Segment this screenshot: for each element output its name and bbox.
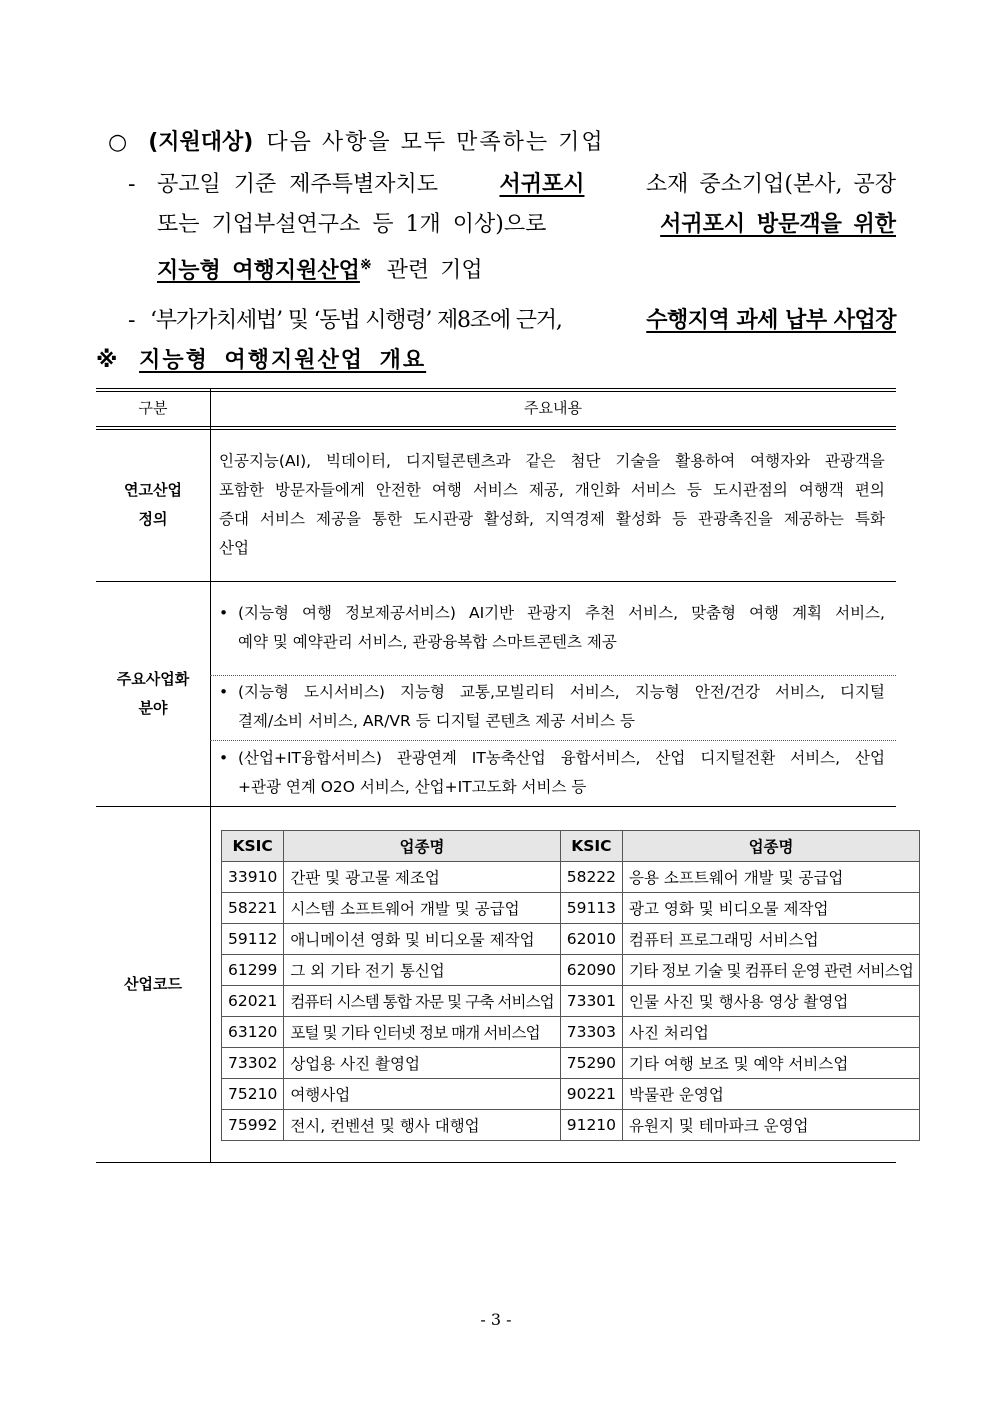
header-content: 주요내용 [524, 399, 582, 417]
ksic-code-cell: 63120 [222, 1017, 284, 1048]
ksic-code-cell: 61299 [222, 955, 284, 986]
word: 등 [671, 510, 687, 528]
word: 제공하는 [783, 510, 844, 528]
circle-bullet: ○ [108, 130, 128, 155]
word: (산업+IT융합서비스) [238, 749, 382, 767]
industry-name-cell: 컴퓨터 프로그래밍 서비스업 [623, 924, 920, 955]
item1-highlight-industry: 지능형 여행지원산업 [157, 258, 360, 284]
industry-name-cell: 애니메이션 영화 및 비디오물 제작업 [284, 924, 560, 955]
word: 빅데이터, [326, 452, 391, 470]
industry-name-header: 업종명 [284, 831, 560, 862]
word: 활성화, [484, 510, 534, 528]
word: 방문자들에게 [275, 481, 365, 499]
ksic-header: KSIC [560, 831, 622, 862]
industry-name-cell: 기타 여행 보조 및 예약 서비스업 [623, 1048, 920, 1079]
code-table-row [222, 1079, 920, 1110]
word: 인공지능(AI), [219, 452, 312, 470]
eligibility-heading [108, 128, 605, 158]
ksic-code-cell: 59113 [560, 893, 622, 924]
word: 관광연계 [396, 749, 457, 767]
table-bottom-rule [96, 1162, 896, 1163]
industry-name-cell: 상업용 사진 촬영업 [284, 1048, 560, 1079]
definition-line [219, 476, 885, 505]
table-column-divider [210, 388, 211, 1163]
word: 서비스 [472, 481, 518, 499]
definition-label-line2: 정의 [138, 510, 168, 528]
bullet-icon: • [219, 749, 229, 767]
word: 특화 [854, 510, 885, 528]
code-table-row [222, 1110, 920, 1141]
word: 등 [686, 481, 702, 499]
bullet-icon: • [219, 683, 229, 701]
word: 지능형 [400, 683, 445, 701]
eligibility-item1-line1 [157, 170, 896, 200]
word: 여행 [302, 604, 332, 622]
ksic-header: KSIC [222, 831, 284, 862]
code-table-row [222, 1048, 920, 1079]
industry-name-cell: 여행사업 [284, 1079, 560, 1110]
industry-name-cell: 전시, 컨벤션 및 행사 대행업 [284, 1110, 560, 1141]
ksic-code-cell: 62010 [560, 924, 622, 955]
ksic-code-cell: 58222 [560, 862, 622, 893]
overview-title [96, 346, 426, 376]
word: 서비스 [630, 481, 676, 499]
eligibility-item1-dash: - [128, 172, 136, 197]
industry-name-cell: 컴퓨터 시스템 통합 자문 및 구축 서비스업 [284, 986, 560, 1017]
word: 여행객 [798, 481, 844, 499]
table-top-rule-2 [96, 391, 896, 392]
overview-title-text: 지능형 여행지원산업 개요 [139, 348, 427, 373]
word: 통한 [372, 510, 402, 528]
dotted-divider [210, 675, 896, 676]
industry-name-cell: 시스템 소프트웨어 개발 및 공급업 [284, 893, 560, 924]
item1-text-c: 소재 중소기업(본사, 공장 [645, 172, 896, 197]
ksic-code-cell: 73301 [560, 986, 622, 1017]
ksic-code-cell: 58221 [222, 893, 284, 924]
industry-name-cell: 간판 및 광고물 제조업 [284, 862, 560, 893]
industry-name-cell: 기타 정보 기술 및 컴퓨터 운영 관련 서비스업 [623, 955, 920, 986]
business-item: • (지능형 도시서비스) 지능형 교통,모빌리티 서비스, 지능형 안전/건강 서비스, 디지털 결제/소비 서비스, AR/VR 등 디지털 콘텐츠 제공 서비스 등 [219, 678, 885, 736]
word: 디지털 [839, 683, 885, 701]
item1-highlight-visitors: 서귀포시 방문객을 위한 [660, 212, 896, 237]
industry-code-table [221, 830, 920, 1141]
word: (지능형 [238, 604, 289, 622]
word: 활성화 [615, 510, 661, 528]
word: 산업 [655, 749, 686, 767]
ksic-code-cell: 91210 [560, 1110, 622, 1141]
item1-line3-text: 관련 기업 [386, 258, 483, 284]
industry-name-cell: 광고 영화 및 비디오물 제작업 [623, 893, 920, 924]
business-label-line1: 주요사업화 [116, 670, 190, 688]
eligibility-heading-label: (지원대상) [148, 130, 254, 155]
definition-line [219, 505, 885, 534]
industry-name-cell: 그 외 기타 전기 통신업 [284, 955, 560, 986]
eligibility-heading-text: 다음 사항을 모두 만족하는 기업 [266, 130, 605, 155]
word: 지역경제 [544, 510, 605, 528]
word: 관광지 [527, 604, 573, 622]
table-top-rule-1 [96, 388, 896, 389]
word: 산업 [855, 749, 885, 767]
reference-mark: ※ [359, 257, 372, 273]
word: 도시서비스) [304, 683, 385, 701]
word: 안전한 [375, 481, 421, 499]
item1-text-a: 공고일 기준 제주특별자치도 [157, 172, 439, 197]
ksic-code-cell: 59112 [222, 924, 284, 955]
word: 서비스, [775, 683, 825, 701]
word: 활용하여 [675, 452, 736, 470]
industry-name-cell: 인물 사진 및 행사용 영상 촬영업 [623, 986, 920, 1017]
ksic-code-cell: 62021 [222, 986, 284, 1017]
code-table-row [222, 1017, 920, 1048]
word: 서비스, [628, 604, 679, 622]
business-item: • (지능형 여행 정보제공서비스) AI기반 관광지 추천 서비스, 맞춤형 여행 계획 서비스, 예약 및 예약관리 서비스, 관광융복합 스마트콘텐츠 제공 [219, 599, 885, 657]
item2-text: ‘부가가치세법’ 및 ‘동법 시행령’ 제8조에 근거, [150, 308, 562, 333]
word: 포함한 [219, 481, 264, 499]
word: 디지털콘텐츠과 [405, 452, 511, 470]
eligibility-item1-line2 [157, 210, 896, 240]
word: 융합서비스, [560, 749, 641, 767]
code-table-row [222, 893, 920, 924]
word: AI기반 [468, 604, 515, 622]
code-table-row [222, 924, 920, 955]
industry-name-cell: 응용 소프트웨어 개발 및 공급업 [623, 862, 920, 893]
code-table-row [222, 862, 920, 893]
ksic-code-cell: 75290 [560, 1048, 622, 1079]
definition-line [219, 447, 885, 476]
word: IT농축산업 [471, 749, 546, 767]
word: (지능형 [238, 683, 289, 701]
word: 개인화 [574, 481, 620, 499]
word: 여행자와 [750, 452, 811, 470]
page-number: - 3 - [480, 1310, 512, 1329]
business-areas-label [96, 665, 210, 723]
eligibility-item2-line [150, 306, 896, 336]
business-bottom-rule [96, 806, 896, 807]
word: 제공을 [316, 510, 361, 528]
word: 첨단 [570, 452, 601, 470]
industry-codes-label: 산업코드 [124, 975, 182, 993]
ksic-code-cell: 75210 [222, 1079, 284, 1110]
word: 관광객을 [825, 452, 885, 470]
code-table-header [222, 831, 920, 862]
item2-highlight: 수행지역 과세 납부 사업장 [646, 308, 896, 333]
industry-name-header: 업종명 [623, 831, 920, 862]
definition-line: 산업 [219, 539, 249, 557]
word: 제공, [528, 481, 564, 499]
ksic-code-cell: 33910 [222, 862, 284, 893]
word: 디지털전환 [700, 749, 776, 767]
definition-label-line1: 연고산업 [124, 481, 182, 499]
business-label-line2: 분야 [138, 699, 168, 717]
word: 관광촉진을 [698, 510, 773, 528]
code-table-row [222, 955, 920, 986]
word: 편의 [854, 481, 885, 499]
word: 서비스, [569, 683, 620, 701]
item1-highlight-seogwipo: 서귀포시 [499, 172, 585, 197]
ksic-code-cell: 90221 [560, 1079, 622, 1110]
definition-label [96, 476, 210, 534]
code-table-row [222, 986, 920, 1017]
bullet-icon: • [219, 604, 229, 622]
ksic-code-cell: 75992 [222, 1110, 284, 1141]
word: 서비스, [835, 604, 885, 622]
word: 도시관점의 [712, 481, 788, 499]
word: 추천 [585, 604, 616, 622]
industry-name-cell: 박물관 운영업 [623, 1079, 920, 1110]
header-bottom-rule-1 [96, 426, 896, 427]
word: 지능형 [634, 683, 680, 701]
word: 같은 [525, 452, 556, 470]
overview-table [96, 388, 914, 1163]
word: 계획 [792, 604, 823, 622]
word: 정보제공서비스) [345, 604, 456, 622]
word: 서비스, [790, 749, 841, 767]
header-bottom-rule-2 [96, 429, 896, 430]
ksic-code-cell: 62090 [560, 955, 622, 986]
word: 기술을 [615, 452, 661, 470]
industry-name-cell: 유원지 및 테마파크 운영업 [623, 1110, 920, 1141]
word: 서비스 [260, 510, 305, 528]
ksic-code-cell: 73302 [222, 1048, 284, 1079]
word: 여행 [431, 481, 462, 499]
word: 맞춤형 [691, 604, 736, 622]
industry-name-cell: 포털 및 기타 인터넷 정보 매개 서비스업 [284, 1017, 560, 1048]
eligibility-item2-dash: - [128, 308, 136, 333]
word: 안전/건강 [694, 683, 760, 701]
word: 도시관광 [413, 510, 473, 528]
ksic-code-cell: 73303 [560, 1017, 622, 1048]
definition-content [219, 447, 885, 563]
definition-bottom-rule [96, 581, 896, 582]
item1-line2-text: 또는 기업부설연구소 등 1개 이상)으로 [157, 212, 547, 237]
word: 교통,모빌리티 [460, 683, 555, 701]
overview-mark: ※ [96, 348, 118, 373]
header-category: 구분 [138, 399, 168, 417]
business-item: • (산업+IT융합서비스) 관광연계 IT농축산업 융합서비스, 산업 디지털전환 서비스, 산업 +관광 연계 O2O 서비스, 산업+IT고도화 서비스 등 [219, 744, 885, 802]
eligibility-item1-line3 [157, 250, 483, 286]
word: 증대 [219, 510, 249, 528]
industry-name-cell: 사진 처리업 [623, 1017, 920, 1048]
word: 여행 [749, 604, 780, 622]
dotted-divider [210, 740, 896, 741]
